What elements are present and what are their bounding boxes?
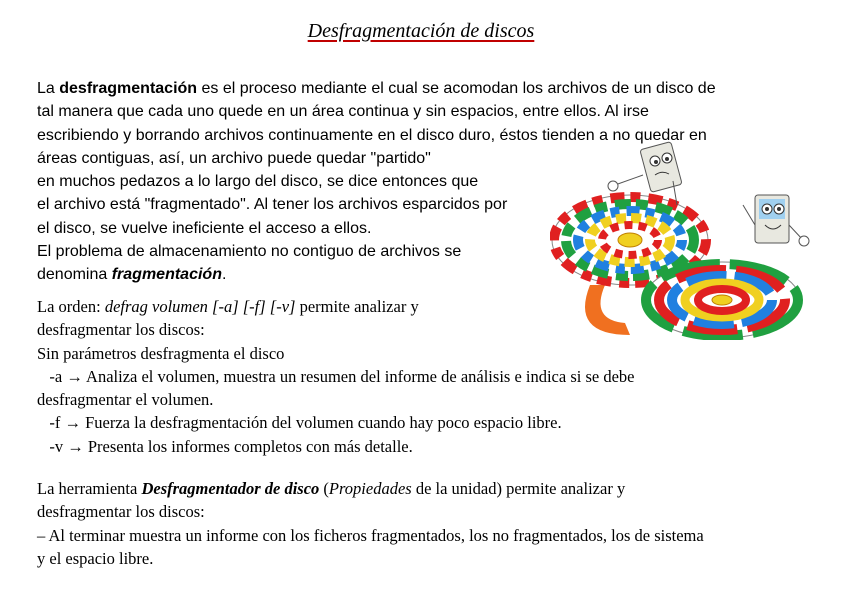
text: es el proceso mediante el cual se acomodan los archivos de un disco de	[197, 80, 716, 97]
text-line: Sin parámetros desfragmenta el disco	[37, 343, 285, 363]
tool-name: Desfragmentador de disco	[141, 479, 320, 498]
title-text: Desfragmentación de discos	[307, 20, 535, 42]
text-line: escribiendo y borrando archivos continuamente en el disco duro, éstos tienden a no quedar en	[37, 126, 707, 144]
text-line: en muchos pedazos a lo largo del disco, se dice entonces que	[37, 173, 479, 191]
bold-italic-term: fragmentación	[111, 266, 222, 284]
text: permite analizar y	[295, 297, 419, 316]
text-line: desfragmentar los discos:	[37, 320, 205, 340]
option-f-line: -f → Fuerza la desfragmentación del volumen cuando hay poco espacio libre.	[37, 413, 562, 433]
defrag-illustration	[550, 135, 840, 340]
text-line: áreas contiguas, así, un archivo puede quedar "partido"	[37, 149, 431, 167]
tool-paragraph	[37, 477, 704, 570]
option-v-line: -v → Presenta los informes completos con más detalle.	[37, 436, 413, 456]
text: .	[221, 266, 227, 284]
text: denomina	[37, 266, 112, 284]
happy-disk-character-icon	[743, 195, 809, 246]
text-line: tal manera que cada uno quede en un área continua y sin espacios, entre ellos. Al irse	[37, 103, 649, 121]
text: de la unidad) permite analizar y	[411, 479, 626, 498]
text-line: El problema de almacenamiento no contiguo de archivos se	[37, 243, 462, 261]
text: La orden:	[37, 297, 105, 316]
text-line: y el espacio libre.	[37, 548, 154, 568]
text-line: – Al terminar muestra un informe con los ficheros fragmentados, los no fragmentados, los de sistema	[37, 525, 704, 545]
page-title	[0, 20, 842, 43]
defragmented-disk-icon	[644, 262, 800, 338]
arrow-icon	[585, 285, 630, 335]
properties-term: Propiedades	[328, 479, 412, 498]
command-paragraph	[37, 295, 634, 458]
text: (	[319, 479, 329, 498]
command-syntax: defrag volumen [-a] [-f] [-v]	[104, 297, 296, 316]
text-line: el archivo está "fragmentado". Al tener los archivos esparcidos por	[37, 196, 508, 214]
bold-term: desfragmentación	[59, 80, 198, 97]
text-line: el disco, se vuelve ineficiente el acceso a ellos.	[37, 219, 372, 237]
text-line: desfragmentar los discos:	[37, 502, 205, 522]
text: La herramienta	[37, 479, 142, 498]
option-a-line: -a → Analiza el volumen, muestra un resumen del informe de análisis e indica si se debe	[37, 366, 635, 386]
text-line: desfragmentar el volumen.	[37, 390, 214, 410]
text: La	[37, 80, 60, 97]
